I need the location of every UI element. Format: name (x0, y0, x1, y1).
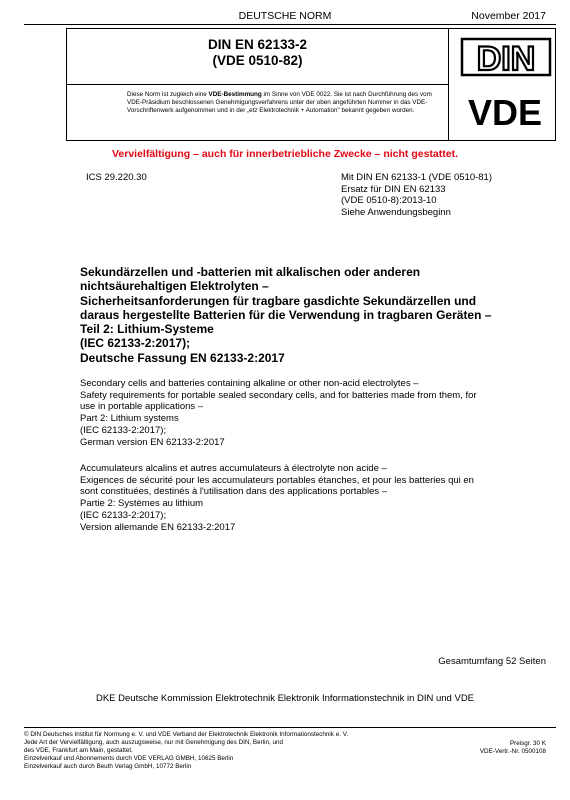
copy-warning: Vervielfältigung – auch für innerbetriebliche Zwecke – nicht gestattet. (111, 148, 458, 160)
german-title-line: nichtsäurehaltigen Elektrolyten – (80, 279, 269, 294)
footer-line: Einzelverkauf und Abonnements durch VDE VERLAG GMBH, 10625 Berlin (24, 754, 234, 762)
footer-line: © DIN Deutsches Institut für Normung e. V. und VDE Verband der Elektrotechnik Elektronik Informationstechnik e. V. (24, 731, 349, 738)
replaces-line: (VDE 0510-8):2013-10 (341, 195, 437, 206)
replaces-block (341, 172, 492, 218)
vde-note-rest: im Sinne von VDE 0022. Sie ist nach Durchführung des vom VDE-Präsidium beschlossenen Genehmigungsverfahrens unter der oben angeführten Nummer in das VDE-Vorschriftenwerk aufgenommen und in der „etz Elektrotechnik + Automation" bekannt gegeben worden. (127, 91, 432, 114)
price-group: Preisgr. 30 K (509, 740, 546, 747)
french-title-line: Version allemande EN 62133-2:2017 (80, 521, 236, 533)
german-title-line: Sicherheitsanforderungen für tragbare gasdichte Sekundärzellen und (80, 293, 477, 308)
french-title-line: Exigences de sécurité pour les accumulateurs portables étanches, et pour les batteries qui en (80, 474, 474, 486)
publication-date: November 2017 (471, 10, 546, 22)
english-title-line: German version EN 62133-2:2017 (80, 436, 225, 448)
english-title-line: use in portable applications – (80, 401, 204, 413)
german-title-line: Teil 2: Lithium-Systeme (80, 322, 214, 337)
total-pages: Gesamtumfang 52 Seiten (438, 656, 546, 667)
vde-note-bold: VDE-Bestimmung (208, 91, 262, 98)
footer-line: des VDE, Frankfurt am Main, gestattet. (24, 746, 133, 754)
din-logo-text: DIN (476, 40, 536, 77)
german-title-line: Deutsche Fassung EN 62133-2:2017 (80, 350, 285, 365)
replaces-line: Ersatz für DIN EN 62133 (341, 183, 446, 195)
title-cell (67, 29, 449, 85)
vde-note-prefix: Diese Norm ist zugleich eine (127, 91, 209, 98)
english-title-line: (IEC 62133-2:2017); (80, 424, 167, 436)
english-title-line: Safety requirements for portable sealed secondary cells, and for batteries made from them, for (80, 389, 477, 401)
header-box (66, 28, 556, 141)
vde-distribution-number: VDE-Vertr.-Nr. 0500108 (479, 747, 546, 755)
french-title-line: Partie 2: Systèmes au lithium (80, 498, 204, 510)
replaces-line: Siehe Anwendungsbeginn (341, 206, 451, 218)
french-title-line: (IEC 62133-2:2017); (80, 509, 167, 521)
ics-code: ICS 29.220.30 (86, 172, 147, 183)
german-title-line: (IEC 62133-2:2017); (80, 336, 191, 351)
replaces-line: Mit DIN EN 62133-1 (VDE 0510-81) (341, 172, 493, 183)
din-logo-icon (460, 37, 552, 77)
norm-label: DEUTSCHE NORM (238, 10, 332, 22)
vde-note (67, 85, 449, 140)
footer-price (480, 740, 546, 756)
dke-line: DKE Deutsche Kommission Elektrotechnik Elektronik Informationstechnik in DIN und VDE (95, 693, 475, 704)
footer-line: Einzelverkauf auch durch Beuth Verlag GmbH, 10772 Berlin (24, 762, 192, 770)
german-title-line: daraus hergestellte Batterien für die Verwendung in tragbaren Geräten – (80, 307, 492, 322)
german-title (80, 265, 530, 365)
french-title-line: sont constituées, destinés à l'utilisation dans des applications portables – (80, 486, 388, 498)
standard-number: DIN EN 62133-2 (207, 37, 308, 52)
vde-logo-text: VDE (467, 92, 543, 133)
french-title-line: Accumulateurs alcalins et autres accumulateurs à électrolyte non acide – (80, 463, 387, 474)
top-divider (24, 24, 556, 25)
english-title-line: Secondary cells and batteries containing alkaline or other non-acid electrolytes – (80, 378, 419, 389)
vde-logo-icon (457, 89, 553, 133)
german-title-line: Sekundärzellen und -batterien mit alkalischen oder anderen (80, 265, 421, 279)
english-title-line: Part 2: Lithium systems (80, 413, 179, 425)
footer-copyright (24, 731, 444, 771)
bottom-divider (24, 727, 556, 728)
vde-number: (VDE 0510-82) (212, 53, 303, 68)
french-title (80, 463, 530, 533)
english-title (80, 378, 530, 448)
footer-line: Jede Art der Vervielfältigung, auch auszugsweise, nur mit Genehmigung des DIN, Berlin, und (24, 738, 284, 746)
